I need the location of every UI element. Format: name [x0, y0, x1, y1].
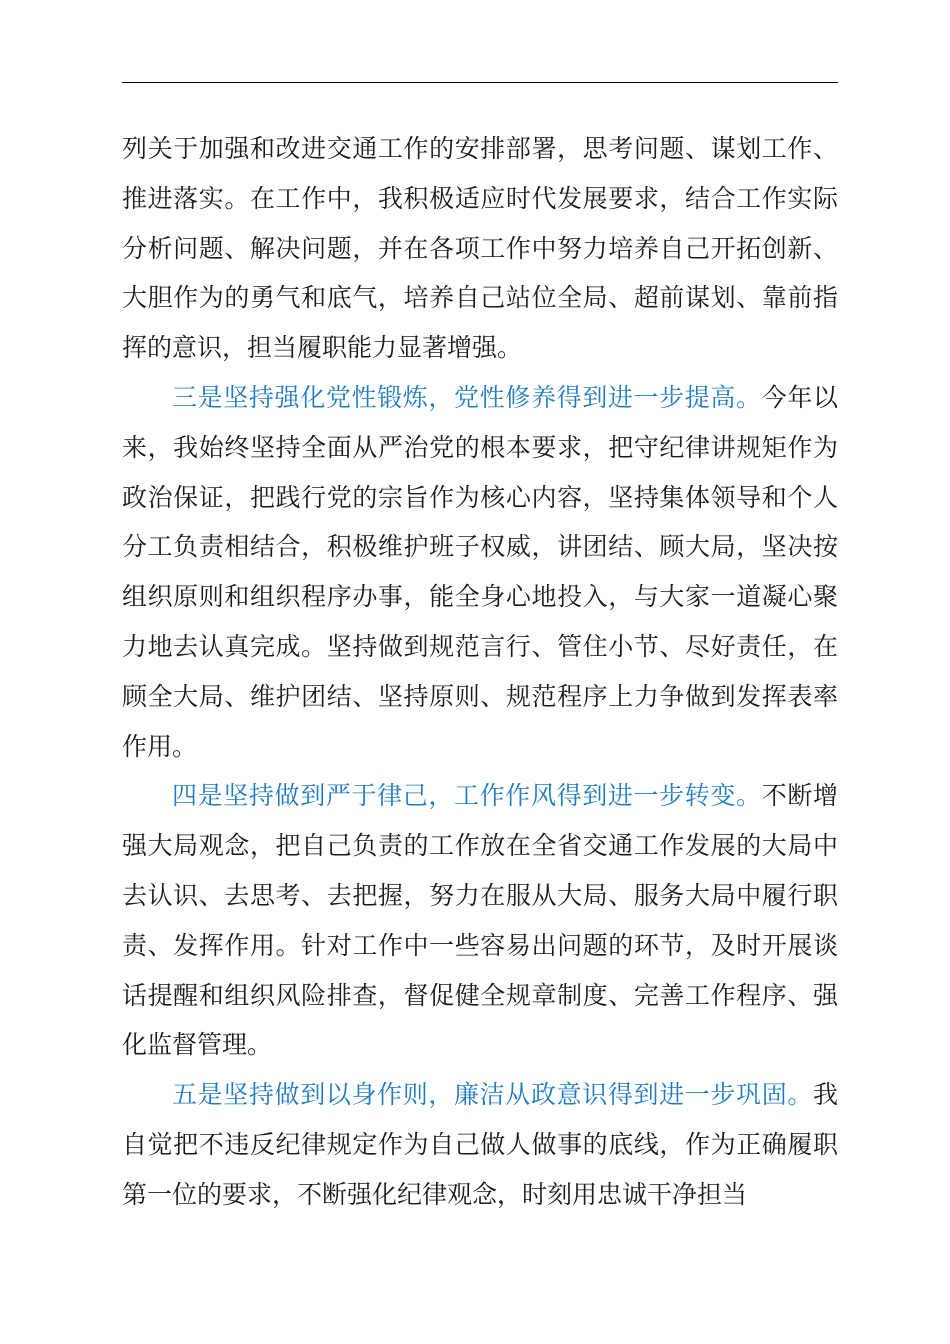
paragraph-body: 我自觉把不违反纪律规定作为自己做人做事的底线，作为正确履职第一位的要求，不断强化纪律观念，时刻用忠诚干净担当 [122, 1080, 838, 1209]
paragraph-body: 列关于加强和改进交通工作的安排部署，思考问题、谋划工作、推进落实。在工作中，我积极适应时代发展要求，结合工作实际分析问题、解决问题，并在各项工作中努力培养自己开拓创新、大胆作为的勇气和底气，培养自己站位全局、超前谋划、靠前指挥的意识，担当履职能力显著增强。 [122, 134, 838, 363]
header-rule [122, 82, 838, 83]
paragraph-continuation [122, 124, 838, 373]
section-heading: 三是坚持强化党性锻炼，党性修养得到进一步提高。 [172, 382, 762, 412]
section-heading: 四是坚持做到严于律己，工作作风得到进一步转变。 [172, 781, 762, 811]
paragraph-section-five [122, 1070, 838, 1219]
paragraph-body: 今年以来，我始终坚持全面从严治党的根本要求，把守纪律讲规矩作为政治保证，把践行党的宗旨作为核心内容，坚持集体领导和个人分工负责相结合，积极维护班子权威，讲团结、顾大局，坚决按组织原则和组织程序办事，能全身心地投入，与大家一道凝心聚力地去认真完成。坚持做到规范言行、管住小节、尽好责任，在顾全大局、维护团结、坚持原则、规范程序上力争做到发挥表率作用。 [122, 382, 838, 761]
paragraph-section-four [122, 771, 838, 1070]
paragraph-body: 不断增强大局观念，把自己负责的工作放在全省交通工作发展的大局中去认识、去思考、去把握，努力在服从大局、服务大局中履行职责、发挥作用。针对工作中一些容易出问题的环节，及时开展谈话提醒和组织风险排查，督促健全规章制度、完善工作程序、强化监督管理。 [122, 781, 838, 1060]
paragraph-section-three [122, 373, 838, 771]
section-heading: 五是坚持做到以身作则，廉洁从政意识得到进一步巩固。 [172, 1080, 813, 1110]
document-body [122, 124, 838, 1220]
